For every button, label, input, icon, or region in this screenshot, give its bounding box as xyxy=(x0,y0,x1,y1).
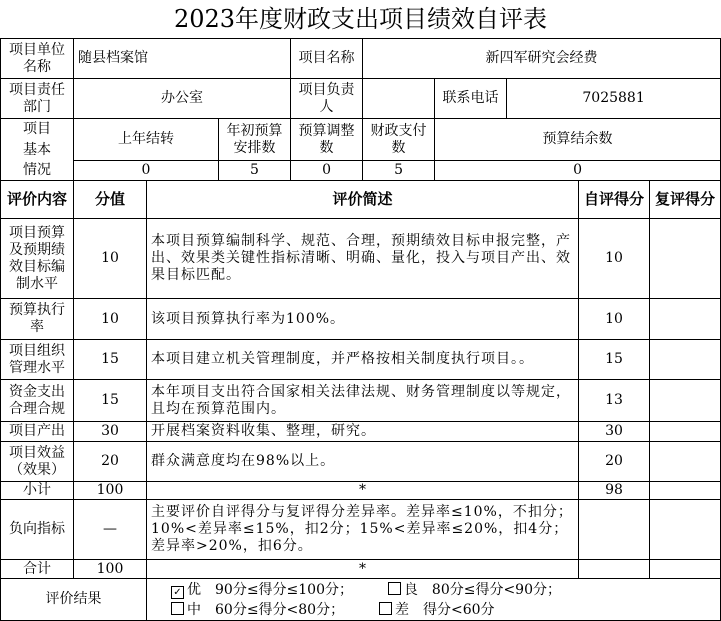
basic-balance-header: 预算结余数 xyxy=(435,119,721,161)
row-score: 10 xyxy=(74,299,147,340)
checkbox[interactable] xyxy=(379,602,392,615)
row-score: 30 xyxy=(74,422,147,442)
result-option-poor: 差 得分<60分 xyxy=(395,601,495,618)
negative-label: 负向指标 xyxy=(1,500,74,560)
row-desc: 本年项目支出符合国家相关法律法规、财务管理制度以等规定，且均在预算范围内。 xyxy=(147,380,579,422)
unit-label: 项目单位名称 xyxy=(1,39,74,79)
negative-review-score xyxy=(650,500,721,560)
basic-label-3: 情况 xyxy=(1,161,74,181)
basic-last-year-header: 上年结转 xyxy=(74,119,219,161)
review-score-header: 复评得分 xyxy=(650,181,721,219)
row-name: 项目预算及预期绩效目标编制水平 xyxy=(1,219,74,299)
phone-label: 联系电话 xyxy=(435,79,507,119)
unit-value: 随县档案馆 xyxy=(74,39,291,79)
subtotal-score: 100 xyxy=(74,482,147,500)
row-review-score xyxy=(650,340,721,380)
basic-last-year-value: 0 xyxy=(74,161,219,181)
row-review-score xyxy=(650,299,721,340)
checkbox[interactable] xyxy=(171,602,184,615)
subtotal-review-score xyxy=(650,482,721,500)
score-header: 分值 xyxy=(74,181,147,219)
total-desc: * xyxy=(147,560,579,579)
row-name: 项目效益（效果） xyxy=(1,442,74,482)
result-line-2 xyxy=(147,600,720,620)
basic-pay-value: 5 xyxy=(363,161,435,181)
row-name: 项目产出 xyxy=(1,422,74,442)
table-row xyxy=(1,442,721,482)
row-self-score: 10 xyxy=(579,219,650,299)
row-score: 15 xyxy=(74,380,147,422)
result-line-1 xyxy=(147,580,720,600)
basic-label-1: 项目 xyxy=(1,119,74,141)
basic-balance-value: 0 xyxy=(435,161,721,181)
dept-label: 项目责任部门 xyxy=(1,79,74,119)
evaluation-table xyxy=(0,38,721,621)
row-review-score xyxy=(650,442,721,482)
result-option-excellent: 优 90分≤得分≤100分； xyxy=(187,581,353,598)
basic-initial-value: 5 xyxy=(219,161,291,181)
result-option-good: 良 80分≤得分<90分； xyxy=(403,581,561,598)
row-review-score xyxy=(650,380,721,422)
row-self-score: 15 xyxy=(579,340,650,380)
total-label: 合计 xyxy=(1,560,74,579)
brief-header: 评价简述 xyxy=(147,181,579,219)
row-self-score: 13 xyxy=(579,380,650,422)
phone-value: 7025881 xyxy=(507,79,721,119)
subtotal-self-score: 98 xyxy=(579,482,650,500)
page-title: 2023年度财政支出项目绩效自评表 xyxy=(173,5,548,33)
negative-self-score xyxy=(579,500,650,560)
table-row xyxy=(1,422,721,442)
total-review-score xyxy=(650,560,721,579)
row-name: 预算执行率 xyxy=(1,299,74,340)
row-self-score: 10 xyxy=(579,299,650,340)
table-row xyxy=(1,299,721,340)
row-self-score: 30 xyxy=(579,422,650,442)
project-name-label: 项目名称 xyxy=(291,39,363,79)
total-self-score xyxy=(579,560,650,579)
checkbox[interactable] xyxy=(388,582,401,595)
row-score: 10 xyxy=(74,219,147,299)
row-desc: 开展档案资料收集、整理，研究。 xyxy=(147,422,579,442)
row-score: 20 xyxy=(74,442,147,482)
row-desc: 该项目预算执行率为100%。 xyxy=(147,299,579,340)
row-review-score xyxy=(650,219,721,299)
project-name-value: 新四军研究会经费 xyxy=(363,39,721,79)
subtotal-desc: * xyxy=(147,482,579,500)
basic-adjust-value: 0 xyxy=(291,161,363,181)
total-score: 100 xyxy=(74,560,147,579)
subtotal-label: 小计 xyxy=(1,482,74,500)
content-header: 评价内容 xyxy=(1,181,74,219)
checked-checkbox[interactable]: ✓ xyxy=(171,586,184,599)
row-desc: 本项目预算编制科学、规范、合理，预期绩效目标申报完整，产出、效果类关键性指标清晰、明确、量化，投入与项目产出、效果目标匹配。 xyxy=(147,219,579,299)
basic-label-2: 基本 xyxy=(1,141,74,161)
row-score: 15 xyxy=(74,340,147,380)
row-name: 项目组织管理水平 xyxy=(1,340,74,380)
table-row xyxy=(1,380,721,422)
self-score-header: 自评得分 xyxy=(579,181,650,219)
negative-desc: 主要评价自评得分与复评得分差异率。差异率≤10%，不扣分；10%<差异率≤15%，扣2分；15%<差异率≤20%，扣4分；差异率>20%，扣6分。 xyxy=(147,500,579,560)
basic-adjust-header: 预算调整数 xyxy=(291,119,363,161)
result-option-average: 中 60分≤得分<80分； xyxy=(187,601,345,618)
dept-value: 办公室 xyxy=(74,79,291,119)
table-row xyxy=(1,219,721,299)
basic-initial-header: 年初预算安排数 xyxy=(219,119,291,161)
row-self-score: 20 xyxy=(579,442,650,482)
table-row xyxy=(1,340,721,380)
owner-value xyxy=(363,79,435,119)
result-label: 评价结果 xyxy=(1,579,147,621)
negative-score: — xyxy=(74,500,147,560)
row-desc: 群众满意度均在98%以上。 xyxy=(147,442,579,482)
owner-label: 项目负责人 xyxy=(291,79,363,119)
row-desc: 本项目建立机关管理制度，并严格按相关制度执行项目。。 xyxy=(147,340,579,380)
basic-pay-header: 财政支付数 xyxy=(363,119,435,161)
row-review-score xyxy=(650,422,721,442)
row-name: 资金支出合理合规 xyxy=(1,380,74,422)
